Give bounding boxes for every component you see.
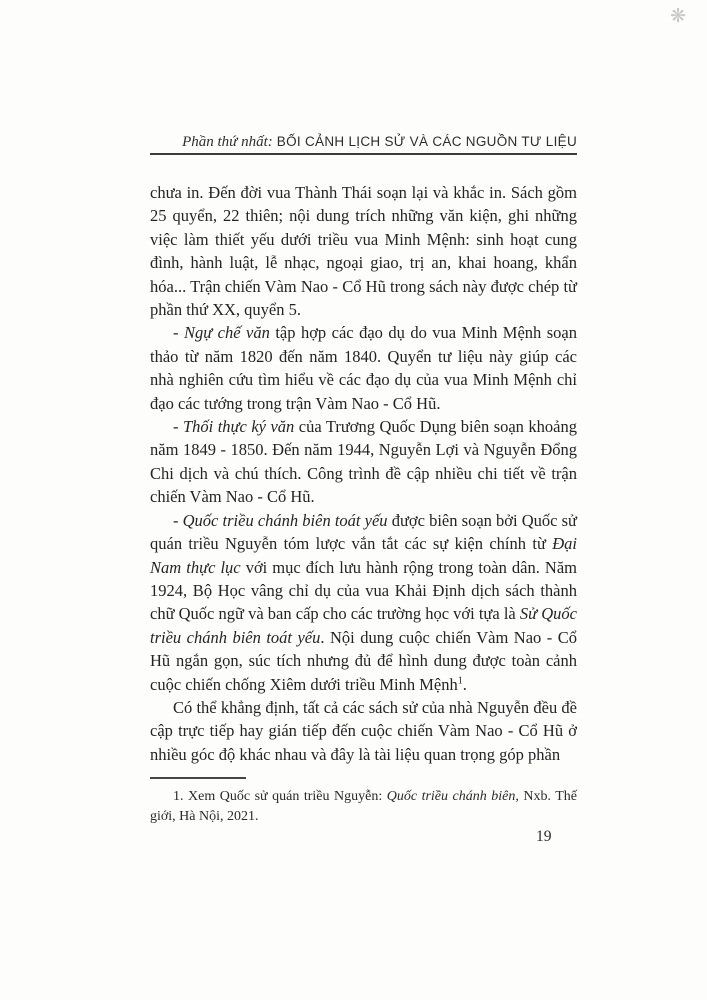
text-run: Ngự chế văn (183, 323, 270, 343)
header-rule (150, 153, 577, 155)
body-paragraph (150, 696, 577, 766)
page-number: 19 (536, 828, 552, 845)
text-run: tập hợp các đạo dụ do vua Minh Mệnh soạn thảo từ năm 1820 đến năm 1840. Quyển tư liệu này giúp các nhà nghiên cứu tìm hiểu về các đạo dụ của vua Minh Mệnh chỉ đạo các tướng trong trận Vàm Nao - Cổ Hũ. (150, 323, 577, 413)
text-run: Đại Nam thực lục (150, 534, 577, 577)
text-run: Thối thực ký văn (182, 417, 295, 437)
body-paragraph (150, 321, 577, 415)
footnote-block (150, 777, 577, 827)
text-run: chưa in. Đến đời vua Thành Thái soạn lại và khắc in. Sách gồm 25 quyển, 22 thiên; nội dung trích những văn kiện, ghi những việc làm thiết yếu dưới triều vua Minh Mệnh: sinh hoạt cung đình, hành luật, lễ nhạc, ngoại giao, trị an, khai hoang, khẩn hóa... Trận chiến Vàm Nao - Cổ Hũ trong sách này được chép từ phần thứ XX, quyển 5. (150, 183, 577, 320)
page-body (150, 181, 577, 827)
text-run: Quốc triều chánh biên toát yếu (182, 510, 388, 530)
section-title: BỐI CẢNH LỊCH SỬ VÀ CÁC NGUỒN TƯ LIỆU (276, 134, 577, 149)
text-run: - (173, 323, 184, 343)
flower-ornament-icon: ❋ (670, 5, 686, 27)
running-header (150, 133, 577, 151)
body-paragraph (150, 415, 577, 509)
text-run: Sử Quốc triều chánh biên toát yếu (150, 604, 577, 647)
text-run: - (173, 417, 183, 437)
text-run: của Trương Quốc Dụng biên soạn khoảng năm 1849 - 1850. Đến năm 1944, Nguyễn Lợi và Nguyễn Đổng Chi dịch và chú thích. Công trình đề cập nhiều chi tiết về trận chiến Vàm Nao - Cổ Hũ. (150, 417, 577, 507)
text-run: Quốc triều chánh biên (386, 788, 516, 804)
text-run: với mục đích lưu hành rộng trong toàn dân. Năm 1924, Bộ Học vâng chỉ dụ của vua Khải Định dịch sách thành chữ Quốc ngữ và ban cấp cho các trường học với tựa là (150, 557, 577, 624)
text-run: - (173, 510, 183, 530)
footnote-rule (150, 777, 246, 779)
text-run: . (462, 674, 467, 694)
footnote-reference: 1 (457, 675, 463, 687)
body-paragraph (150, 181, 577, 321)
section-label: Phần thứ nhất: (182, 134, 273, 150)
text-run: 1. Xem Quốc sử quán triều Nguyễn: (173, 788, 387, 804)
footnote-text (150, 787, 577, 827)
text-run: Có thể khẳng định, tất cả các sách sử của nhà Nguyễn đều đề cập trực tiếp hay gián tiếp đến cuộc chiến Vàm Nao - Cổ Hũ ở nhiều góc độ khác nhau và đây là tài liệu quan trọng góp phần (150, 697, 577, 764)
text-run: . Nội dung cuộc chiến Vàm Nao - Cổ Hũ ngắn gọn, súc tích nhưng đủ để hình dung được toàn cảnh cuộc chiến chống Xiêm dưới triều Minh Mệnh (150, 627, 577, 694)
text-run: , Nxb. Thế giới, Hà Nội, 2021. (150, 788, 578, 824)
body-paragraph (150, 509, 577, 696)
text-run: được biên soạn bởi Quốc sử quán triều Nguyễn tóm lược vắn tắt các sự kiện chính từ (150, 510, 577, 554)
